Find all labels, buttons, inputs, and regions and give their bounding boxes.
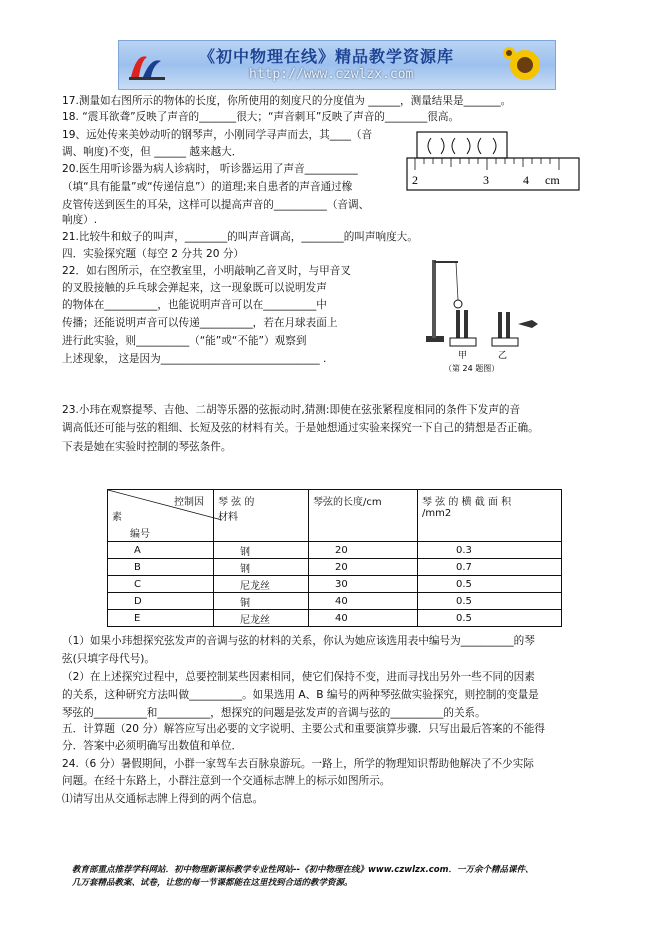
- header-control-factor: 控制因: [174, 497, 204, 508]
- row-length: 30: [309, 576, 418, 593]
- q23-line2: 调高低还可能与弦的粗细、长短及弦的材料有关。于是她想通过实验来探究一下自己的猜想是否正确。: [62, 422, 539, 434]
- string-conditions-table: [107, 489, 562, 627]
- p1-line1: （1）如果小玮想探究弦发声的音调与弦的材料的关系，你认为她应该选用表中编号为__________的琴: [62, 635, 535, 647]
- header-number: 编号: [130, 529, 150, 540]
- table-row: [108, 576, 562, 593]
- row-material: 钢: [214, 542, 309, 559]
- row-length: 40: [309, 610, 418, 627]
- q20-line4: 响度）.: [62, 214, 98, 226]
- q23-line3: 下表是她在实验时控制的琴弦条件。: [62, 441, 232, 453]
- banner-url: http://www.czwlzx.com: [249, 67, 414, 82]
- ruler-figure: [405, 124, 581, 196]
- row-length: 20: [309, 559, 418, 576]
- ruler-tick-4: 4: [523, 173, 529, 187]
- q22-line1: 22．如右图所示，在空教室里，小明敲响乙音叉时，与甲音叉: [62, 265, 351, 277]
- header-area-line1: 琴 弦 的 横 截 面 积: [422, 497, 512, 508]
- q24-line2: 问题。在经十东路上，小群注意到一个交通标志牌上的标示如图所示。: [62, 775, 391, 787]
- header-area-line2: /mm2: [422, 508, 452, 519]
- header-factor-su: 素: [112, 512, 122, 523]
- q22-line5: 进行此实验，则__________（“能”或“不能”）观察到: [62, 335, 307, 347]
- row-area: 0.5: [418, 610, 562, 627]
- row-id: C: [108, 576, 214, 593]
- fig-caption: （第 24 题图）: [444, 364, 500, 373]
- row-area: 0.5: [418, 593, 562, 610]
- ruler-unit: cm: [545, 173, 560, 187]
- header-area: [418, 490, 562, 542]
- row-area: 0.5: [418, 576, 562, 593]
- q23-line1: 23.小玮在观察提琴、吉他、二胡等乐器的弦振动时,猜测:即使在弦张紧程度相同的条件下发声的音: [62, 404, 521, 416]
- q20-line2: （填“具有能量”或“传递信息”）的道理;来自患者的声音通过橡: [62, 181, 353, 193]
- table-row: [108, 559, 562, 576]
- banner-title: 《初中物理在线》精品教学资源库: [199, 47, 455, 66]
- q18-text: 18. “震耳欲聋”反映了声音的_______很大；“声音刺耳”反映了声音的________很高。: [62, 111, 460, 123]
- header-length: 琴弦的长度/cm: [309, 490, 418, 542]
- table-header-diagonal: [108, 490, 214, 542]
- row-length: 20: [309, 542, 418, 559]
- table-row: [108, 542, 562, 559]
- row-area: 0.3: [418, 542, 562, 559]
- section4-heading: 四．实验探究题（每空 2 分共 20 分）: [62, 248, 245, 260]
- row-id: A: [108, 542, 214, 559]
- page-footer: [72, 864, 533, 890]
- q24-line3: ⑴请写出从交通标志牌上得到的两个信息。: [62, 793, 264, 805]
- q22-line6: 上述现象， 这是因为______________________________ .: [62, 353, 327, 365]
- section5-line2: 分．答案中必须明确写出数值和单位．: [62, 740, 243, 752]
- header-banner: [118, 40, 556, 90]
- row-material: 尼龙丝: [214, 576, 309, 593]
- site-logo-icon: [127, 47, 167, 83]
- table-row: [108, 610, 562, 627]
- q20-line3: 皮管传送到医生的耳朵，这样可以提高声音的__________（音调、: [62, 199, 370, 211]
- footer-line2: 几万套精品教案、试卷，让您的每一节课都能在这里找到合适的教学资源。: [72, 878, 353, 888]
- q17-text: 17.测量如右图所示的物体的长度，你所使用的刻度尺的分度值为 ______，测量结果是_______。: [62, 95, 512, 107]
- q22-line4: 传播；还能说明声音可以传递__________，若在月球表面上: [62, 317, 338, 329]
- p1-line2: 弦(只填字母代号)。: [62, 653, 156, 665]
- q19-line2: 调、响度)不变，但 ______ 越来越大．: [62, 146, 243, 158]
- footer-line1: 教育部重点推荐学科网站．初中物理新课标教学专业性网站--《初中物理在线》www.czwlzx.com．一万余个精品课件、: [72, 865, 534, 875]
- p2-line3: 琴弦的__________和__________，想探究的问题是弦发声的音调与弦的__________的关系。: [62, 707, 486, 719]
- header-material-line2: 材料: [218, 512, 238, 523]
- tuning-fork-figure: [420, 254, 560, 374]
- fig-label-yi: 乙: [498, 351, 508, 361]
- q21-text: 21.比较牛和蚊子的叫声，________的叫声音调高，________的叫声响度大。: [62, 231, 418, 243]
- q22-line3: 的物体在__________，也能说明声音可以在__________中: [62, 299, 327, 311]
- q19-line1: 19、远处传来美妙动听的钢琴声，小刚同学寻声而去，其____（音: [62, 129, 373, 141]
- row-id: B: [108, 559, 214, 576]
- q20-line1: 20.医生用听诊器为病人诊病时， 听诊器运用了声音__________: [62, 163, 358, 175]
- header-material-line1: 琴 弦 的: [218, 497, 255, 508]
- row-id: D: [108, 593, 214, 610]
- row-id: E: [108, 610, 214, 627]
- row-material: 铜: [214, 593, 309, 610]
- q24-line1: 24.（6 分）暑假期间，小群一家驾车去百脉泉游玩。一路上，所学的物理知识帮助他解决了不少实际: [62, 758, 534, 770]
- table-row: [108, 593, 562, 610]
- p2-line2: 的关系，这种研究方法叫做__________。如果选用 A、B 编号的两种琴弦做实验探究，则控制的变量是: [62, 689, 539, 701]
- row-length: 40: [309, 593, 418, 610]
- p2-line1: （2）在上述探究过程中，总要控制某些因素相同，使它们保持不变，进而寻找出另外一些不同的因素: [62, 671, 535, 683]
- ruler-tick-2: 2: [412, 173, 418, 187]
- row-material: 尼龙丝: [214, 610, 309, 627]
- section5-line1: 五．计算题（20 分）解答应写出必要的文字说明、主要公式和重要演算步骤．只写出最后答案的不能得: [62, 723, 545, 735]
- row-area: 0.7: [418, 559, 562, 576]
- sunflower-icon: [501, 45, 549, 85]
- header-material: [214, 490, 309, 542]
- q22-line2: 的叉股接触的乒乓球会弹起来，这一现象既可以说明发声: [62, 282, 327, 294]
- fig-label-jia: 甲: [458, 351, 468, 361]
- row-material: 钢: [214, 559, 309, 576]
- ruler-tick-3: 3: [483, 173, 489, 187]
